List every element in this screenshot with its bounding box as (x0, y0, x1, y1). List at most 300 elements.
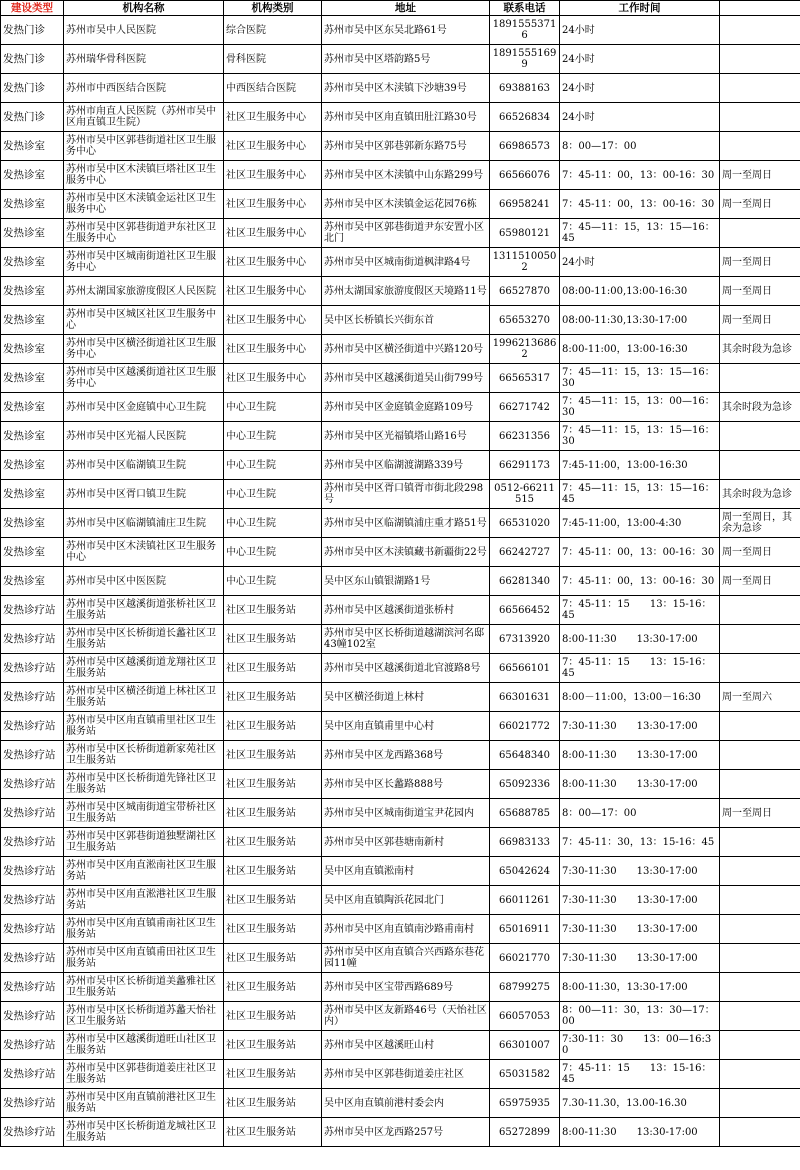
table-row (1, 857, 800, 886)
cell-hours: 8:00-11:00，13:00-16:30 (560, 335, 720, 364)
table-row (1, 741, 800, 770)
header-hours: 工作时间 (560, 1, 720, 16)
cell-hours: 7：45—11：15，13：15—16：30 (560, 364, 720, 393)
cell-phone: 66291173 (490, 451, 560, 480)
cell-phone: 66566452 (490, 596, 560, 625)
cell-phone: 66242727 (490, 538, 560, 567)
cell-name: 苏州市吴中区胥口镇卫生院 (64, 480, 224, 509)
cell-category: 社区卫生服务站 (224, 915, 322, 944)
table-row (1, 393, 800, 422)
cell-address: 苏州市吴中区长蠡路888号 (322, 770, 490, 799)
cell-type: 发热诊室 (1, 567, 64, 596)
cell-phone: 66526834 (490, 103, 560, 132)
cell-phone: 65092336 (490, 770, 560, 799)
cell-note (720, 712, 800, 741)
header-name: 机构名称 (64, 1, 224, 16)
cell-address: 苏州市吴中区郭巷街道尹东安置小区北门 (322, 219, 490, 248)
cell-hours: 7:30-11:30 13:30-17:00 (560, 886, 720, 915)
cell-address: 苏州市吴中区木渎镇藏书新疆街22号 (322, 538, 490, 567)
cell-category: 社区卫生服务中心 (224, 248, 322, 277)
cell-note (720, 1089, 800, 1118)
cell-phone: 65688785 (490, 799, 560, 828)
cell-note (720, 45, 800, 74)
cell-phone: 65975935 (490, 1089, 560, 1118)
cell-type: 发热门诊 (1, 16, 64, 45)
cell-hours: 8:00-11:30 13:30-17:00 (560, 770, 720, 799)
cell-category: 社区卫生服务中心 (224, 335, 322, 364)
table-row (1, 364, 800, 393)
cell-address: 苏州市吴中区东吴北路61号 (322, 16, 490, 45)
cell-hours: 8:00-11:30 13:30-17:00 (560, 1118, 720, 1147)
cell-category: 社区卫生服务站 (224, 596, 322, 625)
cell-phone: 65031582 (490, 1060, 560, 1089)
cell-name: 苏州市吴中区临湖镇卫生院 (64, 451, 224, 480)
cell-name: 苏州市中西医结合医院 (64, 74, 224, 103)
cell-address: 苏州市吴中区城南街道宝尹花园内 (322, 799, 490, 828)
cell-hours: 08:00-11:00,13:00-16:30 (560, 277, 720, 306)
cell-phone: 66011261 (490, 886, 560, 915)
cell-address: 吴中区甪直镇淞南村 (322, 857, 490, 886)
cell-name: 苏州市吴中区长桥街道龙城社区卫生服务站 (64, 1118, 224, 1147)
cell-address: 苏州市吴中区金庭镇金庭路109号 (322, 393, 490, 422)
cell-category: 社区卫生服务站 (224, 1089, 322, 1118)
cell-phone: 69388163 (490, 74, 560, 103)
table-row (1, 103, 800, 132)
header-row (1, 1, 800, 16)
cell-name: 苏州市吴中区光福人民医院 (64, 422, 224, 451)
cell-category: 综合医院 (224, 16, 322, 45)
cell-hours: 7：45—11：15，13：00—16：30 (560, 393, 720, 422)
cell-hours: 7:45-11:00，13:00-4:30 (560, 509, 720, 538)
table-row (1, 1031, 800, 1060)
cell-type: 发热诊室 (1, 306, 64, 335)
table-row (1, 1118, 800, 1147)
cell-phone: 66057053 (490, 1002, 560, 1031)
cell-name: 苏州市吴中区城区社区卫生服务中心 (64, 306, 224, 335)
cell-address: 苏州市吴中区胥口镇胥市街北段298号 (322, 480, 490, 509)
cell-phone: 19962136862 (490, 335, 560, 364)
table-row (1, 277, 800, 306)
table-row (1, 683, 800, 712)
header-type: 建设类型 (1, 1, 64, 16)
cell-name: 苏州市吴中区长桥街道苏蠡天怡社区卫生服务站 (64, 1002, 224, 1031)
table-row (1, 625, 800, 654)
cell-category: 社区卫生服务站 (224, 683, 322, 712)
cell-type: 发热门诊 (1, 103, 64, 132)
cell-hours: 7：45—11：15，13：15—16：45 (560, 480, 720, 509)
cell-name: 苏州市吴中区郭巷街道社区卫生服务中心 (64, 132, 224, 161)
table-row (1, 654, 800, 683)
cell-type: 发热诊疗站 (1, 596, 64, 625)
cell-category: 社区卫生服务站 (224, 741, 322, 770)
cell-hours: 7：45-11：15 13：15-16：45 (560, 596, 720, 625)
cell-category: 中心卫生院 (224, 393, 322, 422)
table-row (1, 973, 800, 1002)
cell-category: 社区卫生服务站 (224, 770, 322, 799)
cell-name: 苏州太湖国家旅游度假区人民医院 (64, 277, 224, 306)
cell-phone: 66958241 (490, 190, 560, 219)
cell-address: 苏州市吴中区郭巷郭新东路75号 (322, 132, 490, 161)
cell-category: 社区卫生服务中心 (224, 219, 322, 248)
cell-phone: 66983133 (490, 828, 560, 857)
cell-address: 苏州市吴中区龙西路257号 (322, 1118, 490, 1147)
cell-hours: 8:00-11:30 13:30-17:00 (560, 741, 720, 770)
cell-phone: 65016911 (490, 915, 560, 944)
cell-category: 社区卫生服务站 (224, 712, 322, 741)
cell-type: 发热诊疗站 (1, 799, 64, 828)
header-note (720, 1, 800, 16)
cell-hours: 7:45-11:00，13:00-16:30 (560, 451, 720, 480)
cell-phone: 66301631 (490, 683, 560, 712)
cell-name: 苏州瑞华骨科医院 (64, 45, 224, 74)
cell-hours: 7:30-11:30 13:30-17:00 (560, 915, 720, 944)
cell-category: 社区卫生服务站 (224, 944, 322, 973)
cell-note: 其余时段为急诊 (720, 393, 800, 422)
cell-type: 发热诊室 (1, 422, 64, 451)
cell-name: 苏州市吴中人民医院 (64, 16, 224, 45)
cell-type: 发热诊疗站 (1, 944, 64, 973)
cell-name: 苏州市吴中区城南街道宝带桥社区卫生服务站 (64, 799, 224, 828)
cell-address: 苏州市吴中区临湖渡湖路339号 (322, 451, 490, 480)
cell-category: 骨科医院 (224, 45, 322, 74)
cell-note (720, 451, 800, 480)
cell-address: 吴中区甪直镇陶浜花园北门 (322, 886, 490, 915)
cell-hours: 7.30-11.30，13.00-16.30 (560, 1089, 720, 1118)
cell-note: 周一至周日 (720, 161, 800, 190)
cell-type: 发热诊疗站 (1, 828, 64, 857)
cell-address: 苏州市吴中区横泾街道中兴路120号 (322, 335, 490, 364)
cell-note (720, 422, 800, 451)
cell-phone: 66531020 (490, 509, 560, 538)
cell-hours: 24小时 (560, 16, 720, 45)
cell-category: 社区卫生服务中心 (224, 190, 322, 219)
cell-name: 苏州市吴中区中医医院 (64, 567, 224, 596)
cell-type: 发热诊疗站 (1, 654, 64, 683)
cell-type: 发热诊疗站 (1, 683, 64, 712)
cell-category: 中心卫生院 (224, 509, 322, 538)
table-row (1, 480, 800, 509)
cell-name: 苏州市吴中区长桥街道先锋社区卫生服务站 (64, 770, 224, 799)
cell-category: 社区卫生服务中心 (224, 103, 322, 132)
cell-name: 苏州市吴中区城南街道社区卫生服务中心 (64, 248, 224, 277)
cell-name: 苏州市吴中区横泾街道社区卫生服务中心 (64, 335, 224, 364)
table-row (1, 335, 800, 364)
cell-type: 发热诊室 (1, 219, 64, 248)
table-row (1, 915, 800, 944)
cell-type: 发热诊疗站 (1, 712, 64, 741)
header-category: 机构类别 (224, 1, 322, 16)
cell-hours: 8：00—17：00 (560, 132, 720, 161)
cell-address: 苏州市吴中区塔韵路5号 (322, 45, 490, 74)
cell-name: 苏州市吴中区甪直淞港社区卫生服务站 (64, 886, 224, 915)
table-header (1, 1, 800, 16)
cell-hours: 8：00—17：00 (560, 799, 720, 828)
cell-note (720, 741, 800, 770)
cell-phone: 65980121 (490, 219, 560, 248)
cell-note: 周一至周日 (720, 190, 800, 219)
header-phone: 联系电话 (490, 1, 560, 16)
cell-type: 发热诊室 (1, 364, 64, 393)
cell-name: 苏州市吴中区甪直镇前港社区卫生服务站 (64, 1089, 224, 1118)
cell-hours: 24小时 (560, 103, 720, 132)
cell-type: 发热诊疗站 (1, 741, 64, 770)
cell-name: 苏州市吴中区长桥街道长蠡社区卫生服务站 (64, 625, 224, 654)
table-row (1, 712, 800, 741)
cell-category: 社区卫生服务中心 (224, 132, 322, 161)
cell-category: 中心卫生院 (224, 422, 322, 451)
cell-name: 苏州市吴中区临湖镇浦庄卫生院 (64, 509, 224, 538)
cell-hours: 7：45-11：00，13：00-16：30 (560, 190, 720, 219)
table-row (1, 828, 800, 857)
cell-address: 苏州市吴中区甪直镇合兴西路东巷花园11幢 (322, 944, 490, 973)
cell-note (720, 973, 800, 1002)
cell-note: 周一至周日 (720, 799, 800, 828)
cell-name: 苏州市吴中区木渎镇社区卫生服务中心 (64, 538, 224, 567)
cell-type: 发热诊疗站 (1, 1031, 64, 1060)
cell-category: 中心卫生院 (224, 538, 322, 567)
cell-hours: 7：45-11：15 13：15-16：45 (560, 1060, 720, 1089)
table-row (1, 886, 800, 915)
cell-type: 发热诊室 (1, 451, 64, 480)
cell-hours: 7:30-11:30 13:30-17:00 (560, 712, 720, 741)
cell-category: 社区卫生服务站 (224, 1118, 322, 1147)
table-row (1, 451, 800, 480)
cell-note (720, 1060, 800, 1089)
table-row (1, 248, 800, 277)
cell-address: 苏州市吴中区宝带西路689号 (322, 973, 490, 1002)
cell-note: 周一至周日，其余为急诊 (720, 509, 800, 538)
cell-name: 苏州市吴中区甪直淞南社区卫生服务站 (64, 857, 224, 886)
cell-phone: 66301007 (490, 1031, 560, 1060)
cell-name: 苏州市吴中区长桥街道新家苑社区卫生服务站 (64, 741, 224, 770)
cell-address: 苏州市吴中区甪直镇南沙路甫南村 (322, 915, 490, 944)
cell-name: 苏州市吴中区木渎镇金运社区卫生服务中心 (64, 190, 224, 219)
cell-hours: 8:00-11:30 13:30-17:00 (560, 625, 720, 654)
cell-name: 苏州市吴中区木渎镇巨塔社区卫生服务中心 (64, 161, 224, 190)
cell-note: 周一至周日 (720, 277, 800, 306)
cell-note (720, 364, 800, 393)
table-row (1, 132, 800, 161)
cell-address: 苏州市吴中区越溪街道北官渡路8号 (322, 654, 490, 683)
cell-hours: 7：45-11：00，13：00-16：30 (560, 161, 720, 190)
table-row (1, 538, 800, 567)
cell-name: 苏州市吴中区横泾街道上林社区卫生服务站 (64, 683, 224, 712)
table-row (1, 16, 800, 45)
cell-note (720, 74, 800, 103)
cell-name: 苏州市吴中区郭巷街道尹东社区卫生服务中心 (64, 219, 224, 248)
cell-note: 周一至周日 (720, 538, 800, 567)
cell-category: 中心卫生院 (224, 451, 322, 480)
cell-phone: 66986573 (490, 132, 560, 161)
cell-category: 社区卫生服务中心 (224, 364, 322, 393)
cell-category: 中西医结合医院 (224, 74, 322, 103)
cell-hours: 7:30-11:30 13:30-17:00 (560, 944, 720, 973)
cell-note (720, 1031, 800, 1060)
cell-note (720, 944, 800, 973)
cell-phone: 66565317 (490, 364, 560, 393)
cell-note: 周一至周六 (720, 683, 800, 712)
table-row (1, 219, 800, 248)
cell-type: 发热诊室 (1, 161, 64, 190)
cell-type: 发热诊室 (1, 509, 64, 538)
cell-address: 苏州市吴中区木渎镇下沙塘39号 (322, 74, 490, 103)
table-body (1, 16, 800, 1147)
cell-phone: 13115100502 (490, 248, 560, 277)
cell-name: 苏州市吴中区长桥街道美蠡雅社区卫生服务站 (64, 973, 224, 1002)
cell-hours: 7:30-11:30 13:30-17:00 (560, 857, 720, 886)
cell-phone: 66566101 (490, 654, 560, 683)
cell-type: 发热诊室 (1, 335, 64, 364)
cell-note: 其余时段为急诊 (720, 335, 800, 364)
cell-type: 发热诊疗站 (1, 1118, 64, 1147)
cell-hours: 24小时 (560, 248, 720, 277)
cell-note (720, 857, 800, 886)
table-row (1, 190, 800, 219)
cell-type: 发热诊室 (1, 538, 64, 567)
cell-phone: 65648340 (490, 741, 560, 770)
cell-note (720, 1118, 800, 1147)
cell-address: 吴中区东山镇银湖路1号 (322, 567, 490, 596)
table-row (1, 509, 800, 538)
table-row (1, 596, 800, 625)
cell-name: 苏州市吴中区甪直镇甫田社区卫生服务站 (64, 944, 224, 973)
cell-hours: 24小时 (560, 45, 720, 74)
cell-name: 苏州市吴中区越溪街道张桥社区卫生服务站 (64, 596, 224, 625)
cell-type: 发热诊疗站 (1, 886, 64, 915)
cell-phone: 68799275 (490, 973, 560, 1002)
cell-type: 发热诊疗站 (1, 915, 64, 944)
cell-type: 发热诊疗站 (1, 973, 64, 1002)
cell-hours: 7:30-11：30 13：00—16:30 (560, 1031, 720, 1060)
cell-address: 苏州市吴中区郭巷街道姜庄社区 (322, 1060, 490, 1089)
table-row (1, 306, 800, 335)
cell-note: 周一至周日 (720, 567, 800, 596)
cell-category: 社区卫生服务站 (224, 1002, 322, 1031)
cell-name: 苏州市吴中区甪直镇甫南社区卫生服务站 (64, 915, 224, 944)
cell-hours: 7：45—11：15，13：15—16：30 (560, 422, 720, 451)
table-row (1, 1089, 800, 1118)
table-row (1, 1060, 800, 1089)
cell-hours: 7：45-11：00，13：00-16：30 (560, 538, 720, 567)
cell-category: 社区卫生服务站 (224, 886, 322, 915)
table-row (1, 799, 800, 828)
cell-address: 苏州市吴中区木渎镇金运花园76栋 (322, 190, 490, 219)
cell-category: 社区卫生服务站 (224, 625, 322, 654)
cell-category: 社区卫生服务站 (224, 1031, 322, 1060)
cell-name: 苏州市吴中区郭巷街道独墅湖社区卫生服务站 (64, 828, 224, 857)
cell-category: 社区卫生服务中心 (224, 277, 322, 306)
cell-phone: 65042624 (490, 857, 560, 886)
table-row (1, 74, 800, 103)
cell-note (720, 219, 800, 248)
cell-type: 发热诊疗站 (1, 1060, 64, 1089)
cell-address: 吴中区横泾街道上林村 (322, 683, 490, 712)
cell-phone: 66231356 (490, 422, 560, 451)
cell-address: 苏州市吴中区临湖镇浦庄重才路51号 (322, 509, 490, 538)
cell-phone: 66021770 (490, 944, 560, 973)
cell-phone: 65272899 (490, 1118, 560, 1147)
cell-type: 发热诊疗站 (1, 625, 64, 654)
cell-type: 发热门诊 (1, 74, 64, 103)
cell-phone: 66021772 (490, 712, 560, 741)
cell-type: 发热诊室 (1, 277, 64, 306)
cell-type: 发热诊疗站 (1, 1089, 64, 1118)
cell-hours: 8：00—11：30，13：30—17：00 (560, 1002, 720, 1031)
cell-type: 发热诊疗站 (1, 770, 64, 799)
cell-address: 苏州市吴中区长桥街道越湖滨河名邸43幢102室 (322, 625, 490, 654)
cell-hours: 8:00－11:00，13:00－16:30 (560, 683, 720, 712)
cell-phone: 0512-66211515 (490, 480, 560, 509)
cell-category: 中心卫生院 (224, 567, 322, 596)
cell-name: 苏州市吴中区越溪街道社区卫生服务中心 (64, 364, 224, 393)
cell-note (720, 596, 800, 625)
cell-name: 苏州市吴中区金庭镇中心卫生院 (64, 393, 224, 422)
table-row (1, 161, 800, 190)
cell-category: 社区卫生服务中心 (224, 161, 322, 190)
cell-note (720, 103, 800, 132)
cell-category: 社区卫生服务站 (224, 1060, 322, 1089)
cell-category: 社区卫生服务站 (224, 654, 322, 683)
cell-type: 发热诊室 (1, 190, 64, 219)
cell-phone: 66271742 (490, 393, 560, 422)
cell-hours: 24小时 (560, 74, 720, 103)
cell-phone: 66281340 (490, 567, 560, 596)
cell-address: 苏州市吴中区甪直镇田肚江路30号 (322, 103, 490, 132)
table-row (1, 770, 800, 799)
table-row (1, 944, 800, 973)
cell-phone: 66527870 (490, 277, 560, 306)
cell-phone: 18915553716 (490, 16, 560, 45)
cell-note: 周一至周日 (720, 306, 800, 335)
cell-hours: 7：45-11：15 13：15-16：45 (560, 654, 720, 683)
cell-category: 中心卫生院 (224, 480, 322, 509)
cell-note (720, 132, 800, 161)
cell-address: 吴中区甪直镇甫里中心村 (322, 712, 490, 741)
cell-hours: 08:00-11:30,13:30-17:00 (560, 306, 720, 335)
cell-type: 发热门诊 (1, 45, 64, 74)
cell-type: 发热诊疗站 (1, 857, 64, 886)
cell-address: 苏州市吴中区越溪旺山村 (322, 1031, 490, 1060)
cell-phone: 65653270 (490, 306, 560, 335)
cell-address: 苏州太湖国家旅游度假区天境路11号 (322, 277, 490, 306)
cell-hours: 7：45-11：00，13：00-16：30 (560, 567, 720, 596)
cell-category: 社区卫生服务站 (224, 857, 322, 886)
cell-phone: 66566076 (490, 161, 560, 190)
cell-note (720, 625, 800, 654)
table-row (1, 567, 800, 596)
cell-address: 苏州市吴中区郭巷塘南新村 (322, 828, 490, 857)
cell-address: 苏州市吴中区光福镇塔山路16号 (322, 422, 490, 451)
cell-address: 吴中区甪直镇前港村委会内 (322, 1089, 490, 1118)
cell-type: 发热诊室 (1, 393, 64, 422)
cell-address: 苏州市吴中区越溪街道张桥村 (322, 596, 490, 625)
cell-type: 发热诊室 (1, 480, 64, 509)
cell-phone: 67313920 (490, 625, 560, 654)
cell-hours: 7：45—11：15，13：15—16：45 (560, 219, 720, 248)
cell-note (720, 915, 800, 944)
cell-name: 苏州市吴中区郭巷街道姜庄社区卫生服务站 (64, 1060, 224, 1089)
cell-category: 社区卫生服务站 (224, 973, 322, 1002)
cell-note (720, 1002, 800, 1031)
cell-note: 其余时段为急诊 (720, 480, 800, 509)
cell-address: 苏州市吴中区龙西路368号 (322, 741, 490, 770)
cell-note (720, 16, 800, 45)
cell-name: 苏州市吴中区越溪街道旺山社区卫生服务站 (64, 1031, 224, 1060)
cell-note (720, 886, 800, 915)
header-address: 地址 (322, 1, 490, 16)
cell-address: 吴中区长桥镇长兴街东首 (322, 306, 490, 335)
cell-phone: 18915551699 (490, 45, 560, 74)
